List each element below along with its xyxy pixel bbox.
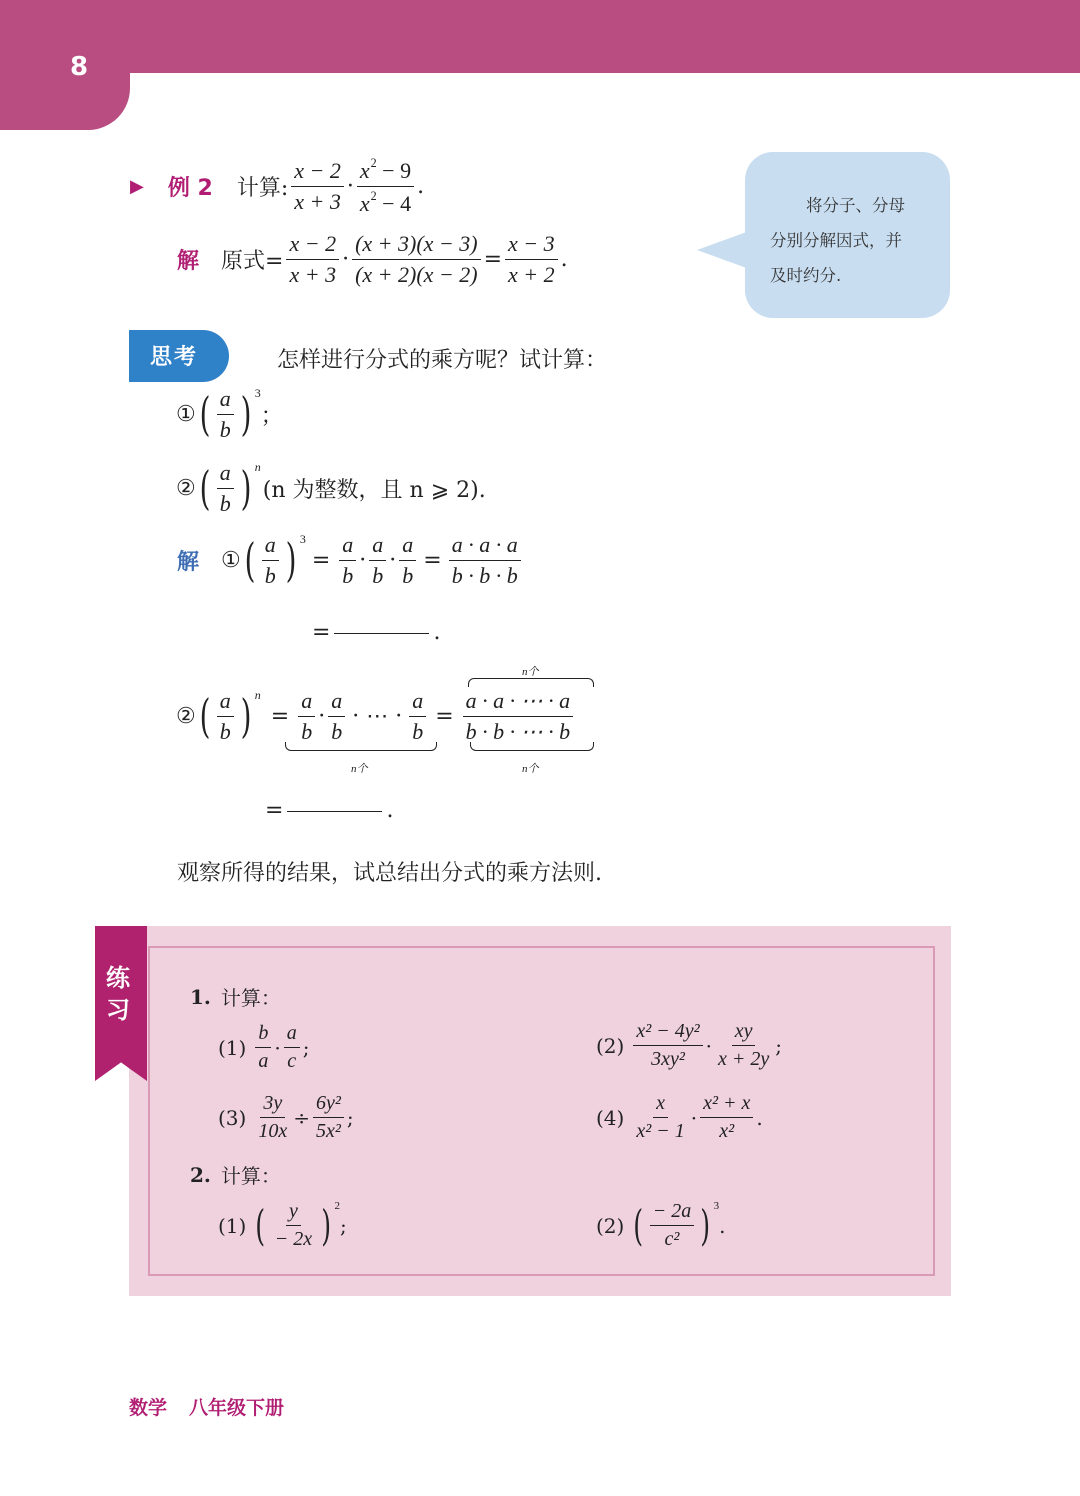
exercise-ribbon-label: 练 习: [106, 964, 130, 1024]
brace-top: [468, 678, 594, 687]
speech-bubble-tail: [697, 230, 752, 270]
header-band: [0, 0, 1080, 73]
solution2-part1-result: = .: [312, 620, 441, 645]
exercise-q1-item-3: (3) $\frac{3y}{10x}$ ÷ $\frac{\text{6y²}}{\text{5x²}}$ ;: [218, 1092, 354, 1142]
example-label: 例 2: [167, 175, 213, 201]
think-item-2: ② ( $\frac{a}{b}$ ) n (n 为整数，且 n ⩾ 2).: [176, 460, 486, 516]
example-prompt: 计算:: [236, 175, 289, 201]
speech-bubble-text: 将分子、分母 分别分解因式，并 及时约分.: [770, 196, 905, 285]
exercise-q2-item-2: (2) ( $\frac{- 2a}{\text{c²}}$ ) 3 .: [596, 1200, 726, 1250]
answer-blank-2: [287, 810, 382, 812]
brace-bottom-right: [470, 742, 594, 751]
brace-label-top: n个: [522, 666, 539, 678]
solution2-part1: 解 ① ( $\frac{a}{b}$ ) 3 = $\frac{a}{b}$ · $\frac{a}{b}$ · $\frac{a}{b}$ = $\frac{a \cdot a \cdot a}{b \cdot b \cdot b}$: [177, 532, 524, 589]
think-item-1: ① ( $\frac{a}{b}$ ) 3 ；: [176, 386, 283, 442]
example-fraction-1: $\frac{x - 2}{x + 3}$: [291, 158, 344, 215]
brace-label-bottom-right: n个: [522, 763, 539, 775]
solution-fraction-2: $\frac{(x + 3)(x - 3)}{(x + 2)(x - 2)}$: [352, 231, 481, 288]
product-fraction-2: $\frac{a \cdot a \cdot \cdots \cdot a}{b \cdot b \cdot \cdots \cdot b}$: [463, 688, 574, 745]
solution2-part2: ② ( $\frac{a}{b}$ ) n = $\frac{a}{b}$ · $\frac{a}{b}$ · ⋯ · $\frac{a}{b}$ = $\frac{a \cdot a \cdot \cdots \cdot a}{b \cdot b \cdot \cdots \cdot b}$: [176, 688, 576, 745]
exercise-q2-item-1: (1) ( $\frac{y}{- 2x}$ ) 2 ;: [218, 1200, 347, 1250]
page-number: 8: [70, 52, 89, 82]
footer-book-title: 数学 八年级下册: [129, 1397, 285, 1419]
dot-operator: ·: [346, 173, 354, 199]
brace-label-bottom-left: n个: [351, 763, 368, 775]
solution1-line: 解 原式= $\frac{x - 2}{x + 3}$ · $\frac{(x + 3)(x - 3)}{(x + 2)(x - 2)}$ = $\frac{x - 3}{x + 2}$ .: [177, 231, 568, 287]
solution2-part2-result: = .: [265, 798, 394, 823]
product-fraction-1: $\frac{a \cdot a \cdot a}{b \cdot b \cdot b}$: [449, 532, 521, 589]
solution2-label: 解: [177, 549, 200, 575]
exercise-q1-item-1: (1) $\frac{b}{a}$ · $\frac{a}{c}$ ;: [218, 1022, 310, 1072]
solution-label: 解: [177, 248, 200, 274]
exercise-q1-title: 1. 计算：: [190, 984, 281, 1010]
example2-line: ▶ 例 2 计算: $\frac{x - 2}{x + 3}$ · $\frac{x^2 - 9}{x^2 - 4}$ .: [130, 156, 425, 216]
solution-fraction-1: $\frac{x - 2}{x + 3}$: [286, 231, 339, 288]
original-expression-label: 原式=: [221, 249, 284, 274]
observe-text: 观察所得的结果，试总结出分式的乘方法则.: [177, 861, 602, 886]
triangle-marker-icon: ▶: [130, 175, 144, 197]
exercise-q1-item-2: (2) $\frac{\text{x² − 4y²}}{\text{3xy²}}$ · $\frac{xy}{x + 2y}$ ;: [596, 1020, 782, 1070]
exercise-q1-item-4: (4) $\frac{x}{\text{x² − 1}}$ · $\frac{\text{x² + x}}{\text{x²}}$ .: [596, 1092, 763, 1142]
think-question: 怎样进行分式的乘方呢？试计算：: [277, 348, 608, 373]
solution-fraction-3: $\frac{x - 3}{x + 2}$: [505, 231, 558, 288]
page-number-tab: [0, 0, 130, 130]
brace-bottom-left: [285, 742, 437, 751]
exercise-q2-title: 2. 计算：: [190, 1162, 281, 1188]
answer-blank-1: [334, 632, 429, 634]
think-label: 思考: [150, 345, 199, 370]
example-fraction-2: $\frac{x^2 - 9}{x^2 - 4}$: [357, 156, 414, 217]
